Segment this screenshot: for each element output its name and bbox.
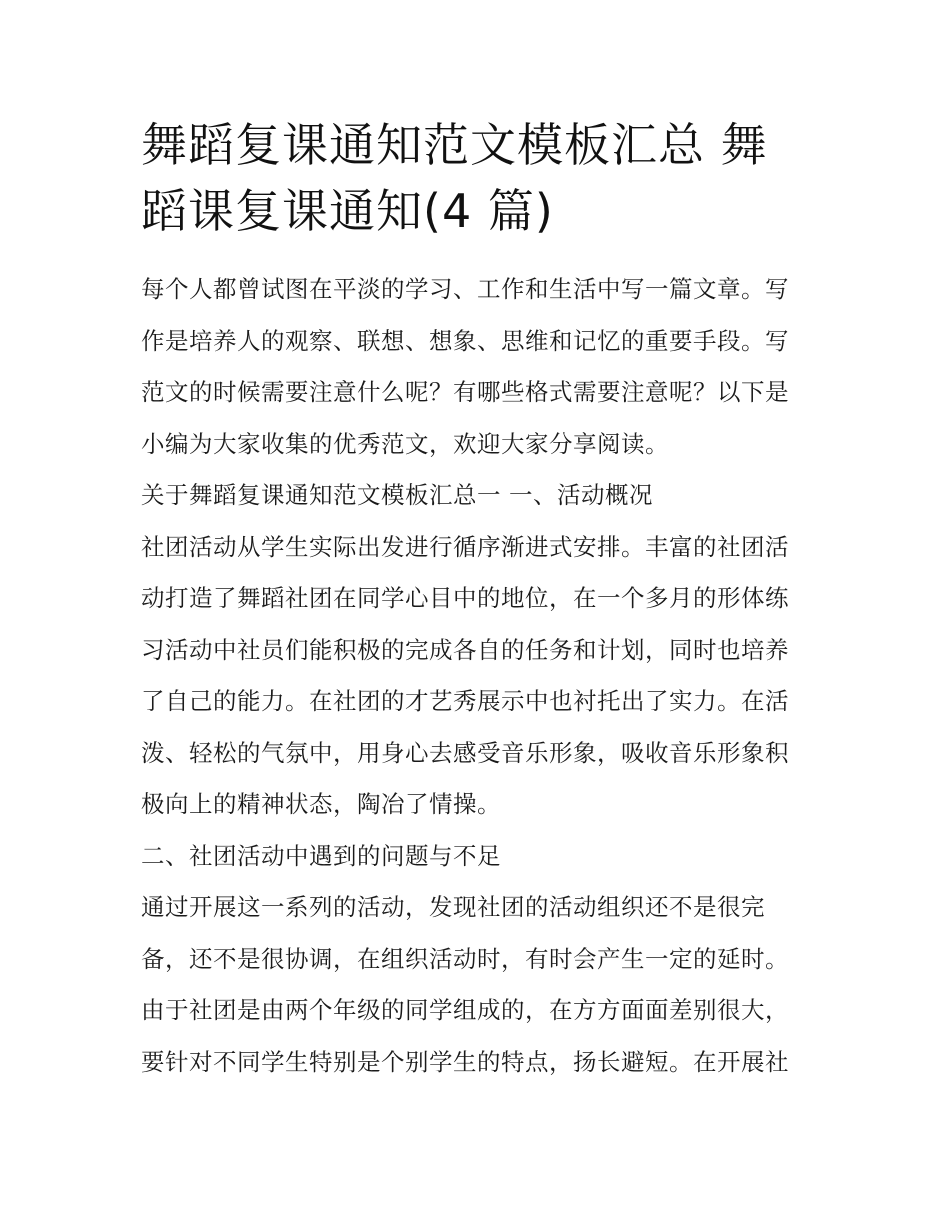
text-line: 每个人都曾试图在平淡的学习、工作和生活中写一篇文章。写 (141, 275, 789, 303)
problems-paragraph (141, 882, 813, 1088)
title-line: 蹈课复课通知(4 篇) (141, 184, 554, 238)
text-line: 要针对不同学生特别是个别学生的特点，扬长避短。在开展社 (141, 1047, 789, 1076)
text-line: 习活动中社员们能积极的完成各自的任务和计划，同时也培养 (141, 635, 789, 664)
text-line: 由于社团是由两个年级的同学组成的，在方方面面差别很大， (141, 996, 789, 1024)
text-line: 二、社团活动中遇到的问题与不足 (141, 841, 501, 870)
title-line: 舞蹈复课通知范文模板汇总 舞 (141, 118, 768, 172)
section-heading-2 (141, 831, 813, 883)
text-line: 范文的时候需要注意什么呢？有哪些格式需要注意呢？以下是 (141, 378, 789, 406)
document-title (141, 112, 813, 244)
document-content (141, 112, 813, 1088)
document-body (141, 264, 813, 1088)
text-line: 备，还不是很协调，在组织活动时，有时会产生一定的延时。 (141, 944, 789, 973)
text-line: 极向上的精神状态，陶冶了情操。 (141, 790, 501, 818)
section-heading-1 (141, 470, 813, 522)
activity-overview-paragraph (141, 522, 813, 831)
text-line: 了自己的能力。在社团的才艺秀展示中也衬托出了实力。在活 (141, 687, 789, 715)
text-line: 关于舞蹈复课通知范文模板汇总一 一、活动概况 (141, 481, 653, 509)
text-line: 通过开展这一系列的活动，发现社团的活动组织还不是很完 (141, 893, 765, 921)
text-line: 作是培养人的观察、联想、想象、思维和记忆的重要手段。写 (141, 326, 789, 355)
text-line: 动打造了舞蹈社团在同学心目中的地位，在一个多月的形体练 (141, 584, 789, 612)
text-line: 泼、轻松的气氛中，用身心去感受音乐形象，吸收音乐形象积 (141, 738, 789, 767)
text-line: 小编为大家收集的优秀范文，欢迎大家分享阅读。 (141, 429, 669, 458)
intro-paragraph (141, 264, 813, 470)
text-line: 社团活动从学生实际出发进行循序渐进式安排。丰富的社团活 (141, 532, 789, 561)
